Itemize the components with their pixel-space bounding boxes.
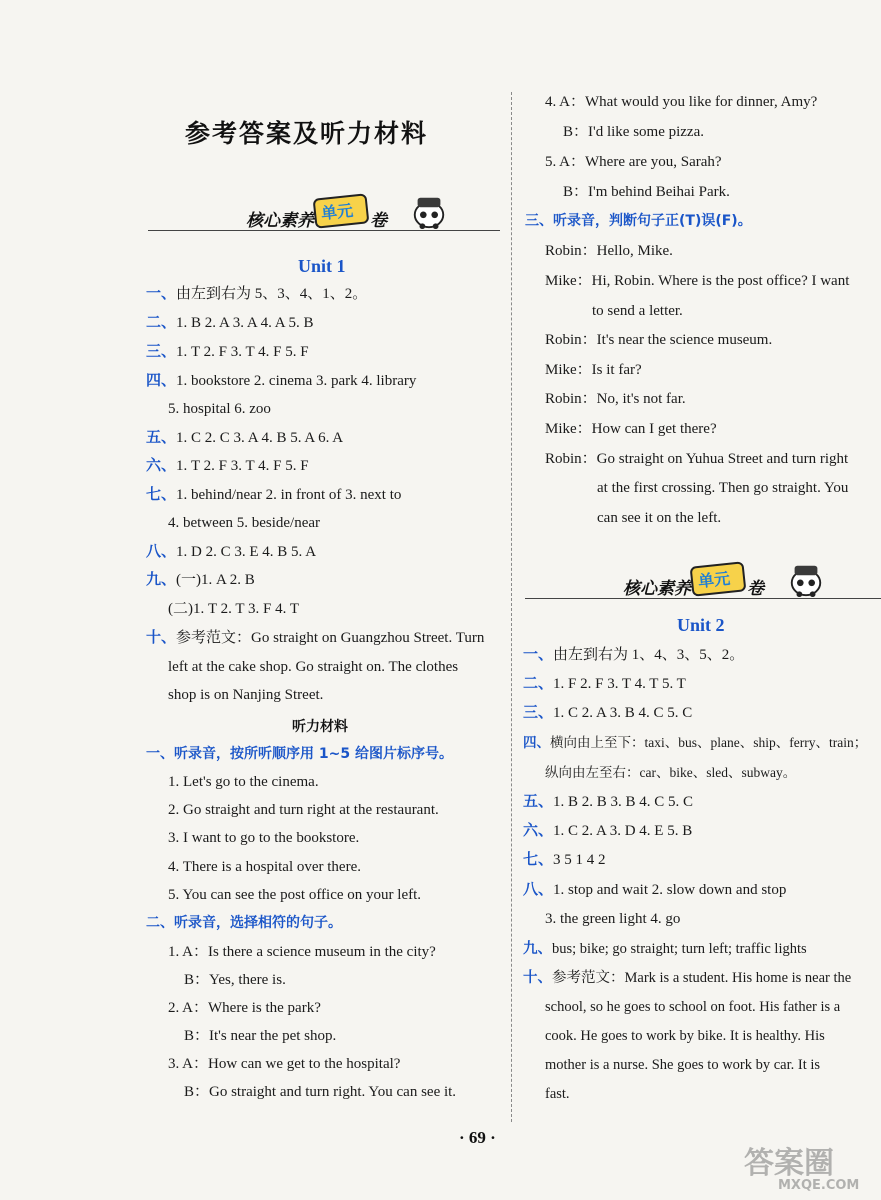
script-line: B：It's near the pet shop. bbox=[184, 1028, 337, 1044]
dialogue-line: to send a letter. bbox=[592, 303, 683, 319]
listening-part3-title: 三、听录音，判断句子正(T)误(F)。 bbox=[525, 213, 752, 229]
unit-banner bbox=[623, 556, 823, 606]
banner-label: 核心素养 bbox=[623, 579, 691, 599]
answer-line: 一、由左到右为 5、3、4、1、2。 bbox=[146, 286, 368, 302]
script-line: 5. You can see the post office on your left. bbox=[168, 887, 422, 903]
dialogue-line: Robin：Hello, Mike. bbox=[545, 243, 673, 259]
watermark-small: MXQE.COM bbox=[778, 1178, 860, 1193]
answer-line: 5. hospital 6. zoo bbox=[168, 401, 271, 417]
answer-line: 六、1. T 2. F 3. T 4. F 5. F bbox=[146, 458, 309, 474]
unit-badge bbox=[313, 193, 370, 228]
dialogue-line: Mike：Hi, Robin. Where is the post office? I want bbox=[545, 273, 850, 289]
answer-line: (二)1. T 2. T 3. F 4. T bbox=[168, 601, 299, 617]
answer-line: 4. between 5. beside/near bbox=[168, 515, 321, 531]
answer-line: shop is on Nanjing Street. bbox=[168, 687, 324, 703]
script-line: 3. I want to go to the bookstore. bbox=[168, 830, 360, 846]
banner-suffix: 卷 bbox=[370, 211, 387, 231]
banner-rule bbox=[148, 230, 500, 231]
script-line: 4. There is a hospital over there. bbox=[168, 859, 361, 875]
badge-label: 单元 bbox=[697, 568, 731, 592]
answer-line: 五、1. B 2. B 3. B 4. C 5. C bbox=[523, 794, 694, 810]
answer-line: fast. bbox=[545, 1086, 570, 1102]
answer-line: mother is a nurse. She goes to work by car. It is bbox=[545, 1057, 821, 1073]
dialogue-line: can see it on the left. bbox=[597, 510, 722, 526]
unit1-title: Unit 1 bbox=[298, 256, 346, 276]
answer-line: 四、横向由上至下：taxi、bus、plane、ship、ferry、train； bbox=[523, 735, 868, 750]
script-line: 2. A：Where is the park? bbox=[168, 1000, 321, 1016]
script-line: B：Yes, there is. bbox=[184, 972, 286, 988]
unit-banner bbox=[246, 188, 446, 238]
page-title: 参考答案及听力材料 bbox=[185, 119, 429, 148]
answer-line: cook. He goes to work by bike. It is healthy. His bbox=[545, 1028, 825, 1044]
answer-line: 纵向由左至右：car、bike、sled、subway。 bbox=[545, 765, 797, 780]
answer-line: 十、参考范文：Mark is a student. His home is near the bbox=[523, 970, 852, 986]
answer-line: 十、参考范文：Go straight on Guangzhou Street. Turn bbox=[146, 630, 485, 646]
answer-line: 三、1. T 2. F 3. T 4. F 5. F bbox=[146, 344, 309, 360]
banner-suffix: 卷 bbox=[747, 579, 764, 599]
answer-line: 二、1. B 2. A 3. A 4. A 5. B bbox=[146, 315, 314, 331]
script-line: B：Go straight and turn right. You can see it. bbox=[184, 1084, 457, 1100]
script-line: 1. Let's go to the cinema. bbox=[168, 774, 319, 790]
dialogue-line: Robin：It's near the science museum. bbox=[545, 332, 773, 348]
script-line: B：I'd like some pizza. bbox=[563, 124, 704, 140]
watermark-big: 答案圈 bbox=[744, 1146, 834, 1181]
script-line: 5. A：Where are you, Sarah? bbox=[545, 154, 722, 170]
dialogue-line: Mike：Is it far? bbox=[545, 362, 642, 378]
banner-label: 核心素养 bbox=[246, 211, 314, 231]
answer-line: 一、由左到右为 1、4、3、5、2。 bbox=[523, 647, 745, 663]
watermark-logo bbox=[742, 1138, 877, 1196]
answer-line: 三、1. C 2. A 3. B 4. C 5. C bbox=[523, 705, 693, 721]
page-number: · 69 · bbox=[459, 1128, 496, 1147]
answer-line: 二、1. F 2. F 3. T 4. T 5. T bbox=[523, 676, 686, 692]
script-line: 3. A：How can we get to the hospital? bbox=[168, 1056, 401, 1072]
answer-line: school, so he goes to school on foot. His father is a bbox=[545, 999, 841, 1015]
column-divider bbox=[511, 92, 512, 1122]
answer-line: 八、1. D 2. C 3. E 4. B 5. A bbox=[146, 544, 317, 560]
script-line: 4. A：What would you like for dinner, Amy? bbox=[545, 94, 818, 110]
panda-mascot-icon bbox=[410, 192, 448, 230]
listening-part2-title: 二、听录音，选择相符的句子。 bbox=[146, 915, 342, 931]
answer-line: 九、(一)1. A 2. B bbox=[146, 572, 255, 588]
answer-line: 七、3 5 1 4 2 bbox=[523, 852, 606, 868]
script-line: 1. A：Is there a science museum in the city? bbox=[168, 944, 436, 960]
unit-badge bbox=[690, 561, 747, 596]
dialogue-line: Robin：No, it's not far. bbox=[545, 391, 686, 407]
dialogue-line: Robin：Go straight on Yuhua Street and turn right bbox=[545, 451, 849, 467]
answer-line: 五、1. C 2. C 3. A 4. B 5. A 6. A bbox=[146, 430, 344, 446]
banner-rule bbox=[525, 598, 881, 599]
listening-part1-title: 一、听录音，按所听顺序用 1~5 给图片标序号。 bbox=[146, 746, 453, 762]
answer-line: 八、1. stop and wait 2. slow down and stop bbox=[523, 882, 787, 898]
answer-line: 六、1. C 2. A 3. D 4. E 5. B bbox=[523, 823, 693, 839]
answer-line: 九、bus; bike; go straight; turn left; traffic lights bbox=[523, 941, 807, 957]
answer-line: left at the cake shop. Go straight on. The clothes bbox=[168, 659, 459, 675]
answer-line: 四、1. bookstore 2. cinema 3. park 4. library bbox=[146, 373, 417, 389]
script-line: B：I'm behind Beihai Park. bbox=[563, 184, 730, 200]
listening-title: 听力材料 bbox=[292, 719, 348, 735]
unit2-title: Unit 2 bbox=[677, 615, 725, 635]
answer-line: 3. the green light 4. go bbox=[545, 911, 681, 927]
script-line: 2. Go straight and turn right at the restaurant. bbox=[168, 802, 439, 818]
panda-mascot-icon bbox=[787, 560, 825, 598]
answer-line: 七、1. behind/near 2. in front of 3. next to bbox=[146, 487, 402, 503]
dialogue-line: at the first crossing. Then go straight. You bbox=[597, 480, 849, 496]
dialogue-line: Mike：How can I get there? bbox=[545, 421, 717, 437]
badge-label: 单元 bbox=[320, 200, 354, 224]
